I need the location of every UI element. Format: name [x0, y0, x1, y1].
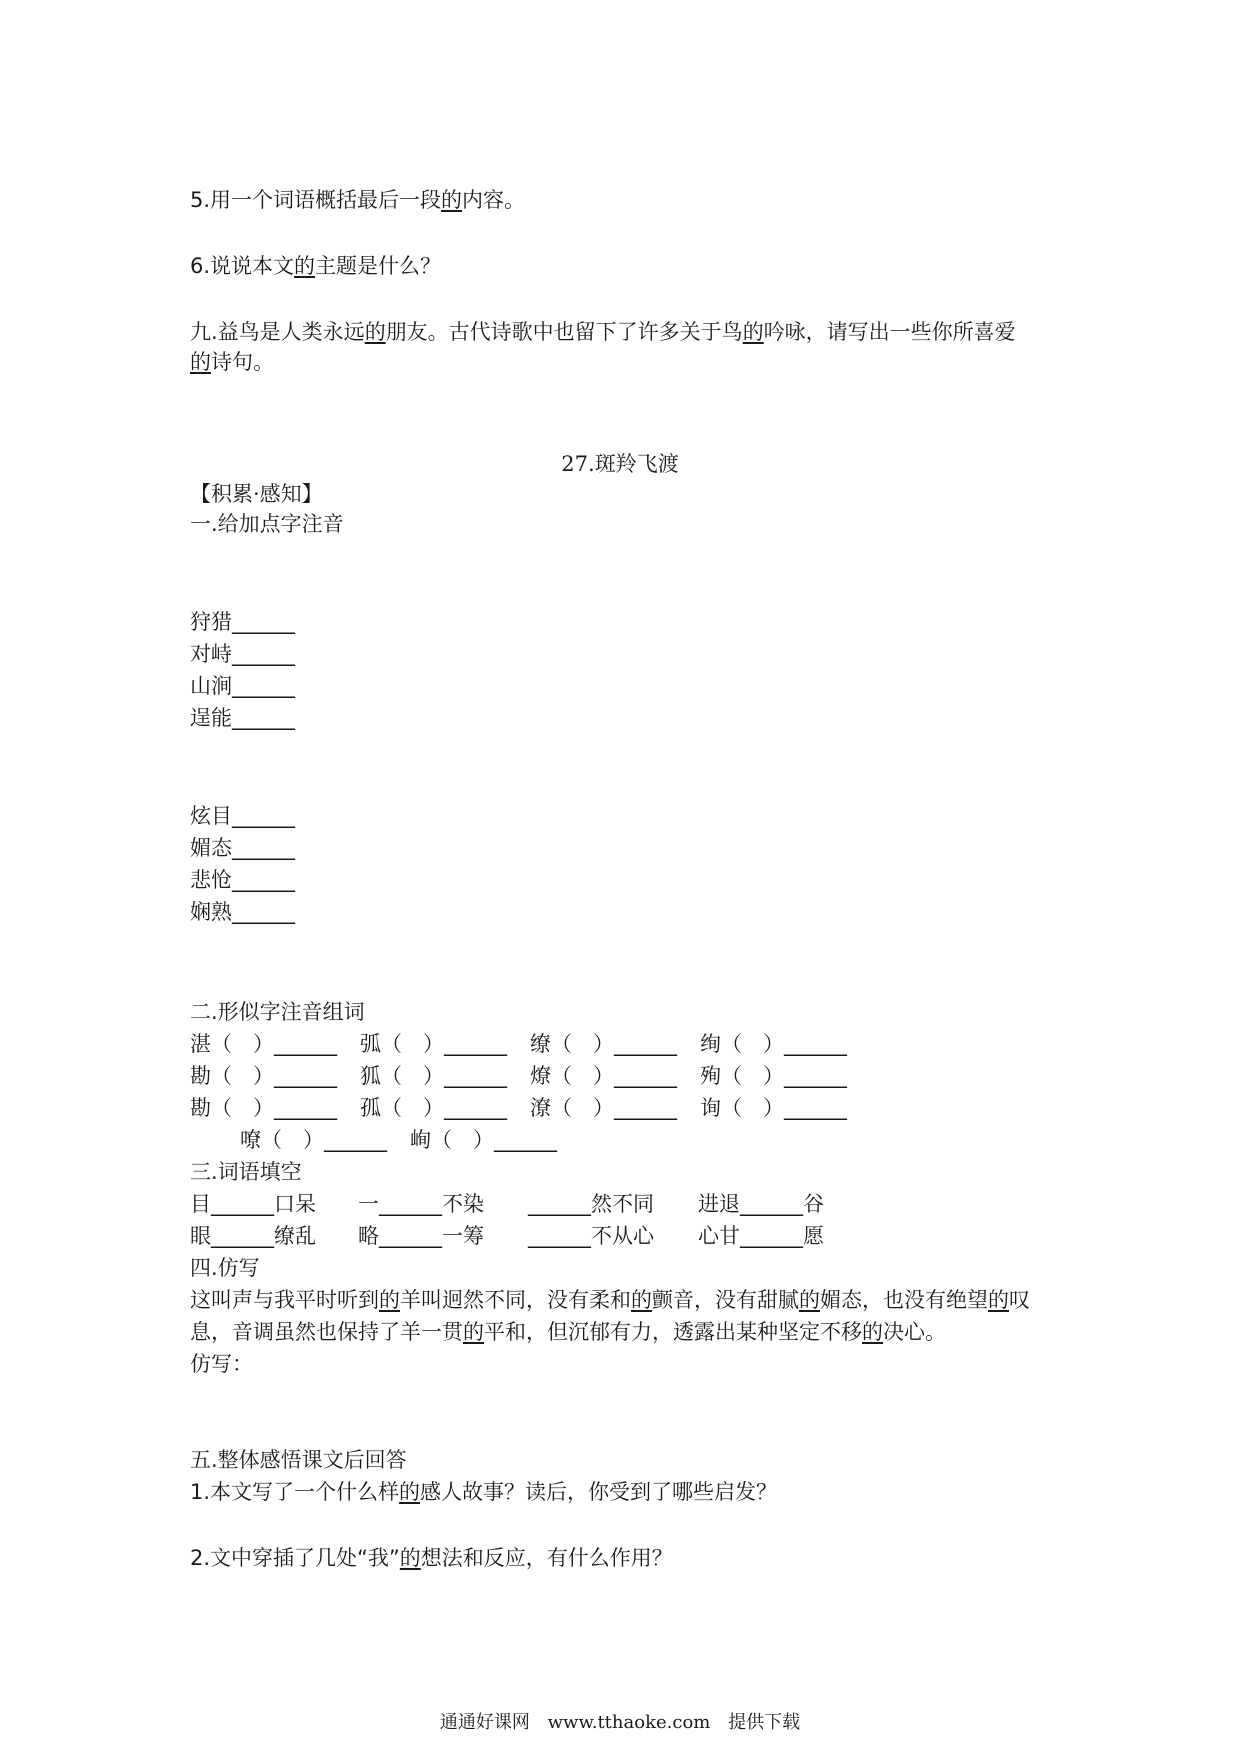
p4-text: 这叫声与我平时听到: [190, 1288, 379, 1312]
p4-text: 平和，但沉郁有力，透露出某种坚定不移: [484, 1320, 862, 1344]
p5-text: 感人故事？读后，你受到了哪些启发？: [420, 1480, 778, 1504]
part5-heading: 五.整体感悟课文后回答: [190, 1448, 407, 1472]
part4-heading: 四.仿写: [190, 1256, 260, 1280]
q9-text-b: 朋友。古代诗歌中也留下了许多关于鸟: [385, 320, 743, 344]
part1-item: 狩猎______: [190, 610, 295, 634]
p4-text: 媚态，也没有绝望: [820, 1288, 988, 1312]
part2-cell: 勘（ ）______: [190, 1064, 337, 1088]
part1-item: 悲怆______: [190, 868, 295, 892]
part2-cell: 峋（ ）______: [410, 1128, 557, 1152]
part1-item: 娴熟______: [190, 900, 295, 924]
part1-heading: 一.给加点字注音: [190, 512, 344, 536]
p4-underlined: 的: [379, 1288, 400, 1312]
p4-underlined: 的: [988, 1288, 1009, 1312]
part5-question-2: [190, 1544, 673, 1572]
part3-cell: 眼______缭乱: [190, 1224, 316, 1248]
part3-heading: 三.词语填空: [190, 1160, 302, 1184]
part4-passage-line2: [190, 1318, 946, 1346]
part2-cell: 缭（ ）______: [530, 1032, 677, 1056]
page-footer: [0, 1708, 1240, 1734]
q9-underlined-1: 的: [364, 320, 386, 344]
part3-cell: ______然不同: [528, 1192, 654, 1216]
part4-passage-line1: [190, 1286, 1030, 1314]
q9-underlined-3: 的: [190, 350, 211, 374]
footer-url: www.tthaoke.com: [547, 1712, 711, 1733]
part2-cell: 嘹（ ）______: [240, 1128, 387, 1152]
part2-cell: 狐（ ）______: [360, 1064, 507, 1088]
q9-text-c: 吟咏，请写出一些你所喜爱: [763, 320, 1016, 344]
part1-item: 对峙______: [190, 642, 295, 666]
part2-cell: 孤（ ）______: [360, 1096, 507, 1120]
p4-underlined: 的: [799, 1288, 820, 1312]
part4-prompt: 仿写：: [190, 1352, 253, 1376]
part3-cell: 略______一筹: [358, 1224, 484, 1248]
part2-cell: 燎（ ）______: [530, 1064, 677, 1088]
q5-text-b: 内容。: [462, 188, 526, 212]
p5-text: 1.本文写了一个什么样: [190, 1480, 400, 1504]
p5-text: 想法和反应，有什么作用？: [420, 1546, 673, 1570]
p4-underlined: 的: [463, 1320, 484, 1344]
part2-heading: 二.形似字注音组词: [190, 1000, 365, 1024]
question-9-line2: [190, 348, 274, 376]
lesson-title: 27.斑羚飞渡: [561, 452, 679, 476]
question-5: [190, 186, 525, 214]
q6-text-a: 6.说说本文: [190, 254, 295, 278]
p4-text: 决心。: [883, 1320, 946, 1344]
p5-underlined: 的: [399, 1480, 421, 1504]
p4-underlined: 的: [862, 1320, 883, 1344]
q9-text-a: 九.益鸟是人类永远: [190, 320, 365, 344]
part3-cell: 一______不染: [358, 1192, 484, 1216]
part2-cell: 勘（ ）______: [190, 1096, 337, 1120]
p4-text: 息，音调虽然也保持了羊一贯: [190, 1320, 463, 1344]
section-head: 【积累·感知】: [190, 482, 323, 506]
p4-text: 叹: [1009, 1288, 1030, 1312]
part2-cell: 绚（ ）______: [700, 1032, 847, 1056]
footer-site: 通通好课网: [439, 1712, 530, 1733]
part1-item: 逞能______: [190, 706, 295, 730]
part2-cell: 弧（ ）______: [360, 1032, 507, 1056]
part3-cell: 进退______谷: [698, 1192, 824, 1216]
part5-question-1: [190, 1478, 777, 1506]
q9-text-d: 诗句。: [211, 350, 274, 374]
part1-item: 媚态______: [190, 836, 295, 860]
part3-cell: 目______口呆: [190, 1192, 316, 1216]
part2-cell: 询（ ）______: [700, 1096, 847, 1120]
p4-text: 颤音，没有甜腻: [652, 1288, 799, 1312]
q5-underlined: 的: [441, 188, 463, 212]
footer-note: 提供下载: [728, 1712, 801, 1733]
part3-cell: 心甘______愿: [698, 1224, 824, 1248]
part1-item: 山涧______: [190, 674, 295, 698]
part2-cell: 湛（ ）______: [190, 1032, 337, 1056]
part2-cell: 殉（ ）______: [700, 1064, 847, 1088]
question-6: [190, 252, 441, 280]
p4-underlined: 的: [631, 1288, 652, 1312]
p5-text: 2.文中穿插了几处“我”: [190, 1546, 400, 1570]
q9-underlined-2: 的: [742, 320, 764, 344]
q6-underlined: 的: [294, 254, 316, 278]
part2-cell: 潦（ ）______: [530, 1096, 677, 1120]
q6-text-b: 主题是什么？: [315, 254, 442, 278]
part1-item: 炫目______: [190, 804, 295, 828]
question-9-line1: [190, 318, 1016, 346]
p4-text: 羊叫迥然不同，没有柔和: [400, 1288, 631, 1312]
q5-text-a: 5.用一个词语概括最后一段: [190, 188, 442, 212]
p5-underlined: 的: [399, 1546, 421, 1570]
part3-cell: ______不从心: [528, 1224, 654, 1248]
